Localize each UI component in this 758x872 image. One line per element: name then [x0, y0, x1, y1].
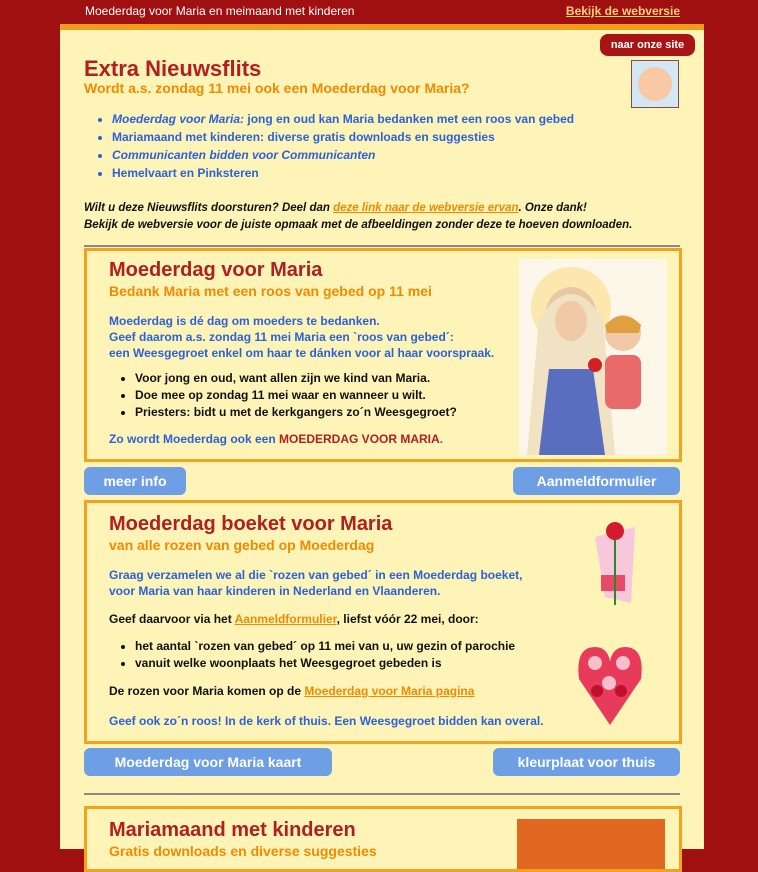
share-weblink[interactable]: deze link naar de webversie ervan: [333, 202, 519, 214]
section-give-text: Geef daarvoor via het Aanmeldformulier, liefst vóór 22 mei, door:: [109, 612, 479, 626]
kinderen-bidden-thumbnail[interactable]: [631, 60, 679, 108]
more-info-button[interactable]: meer info: [84, 467, 186, 495]
section-subtitle: Bedank Maria met een roos van gebed op 11 mei: [109, 283, 432, 299]
section-title: Mariamaand met kinderen: [109, 819, 356, 841]
moederdag-page-link[interactable]: Moederdag voor Maria pagina: [304, 684, 475, 698]
register-form-link[interactable]: Aanmeldformulier: [234, 612, 337, 626]
section-final-text: Geef ook zo´n roos! In de kerk of thuis. Een Weesgegroet bidden kan overal.: [109, 714, 544, 728]
divider: [84, 245, 680, 247]
moederdag-card-button[interactable]: Moederdag voor Maria kaart: [84, 748, 332, 776]
rose-card-illustration: [585, 517, 645, 609]
register-form-button[interactable]: Aanmeldformulier: [513, 467, 680, 495]
mary-face-image: [638, 67, 672, 101]
mariamaand-illustration: [517, 819, 665, 869]
section-mariamaand: [84, 806, 682, 872]
section-bullets: • Voor jong en oud, want allen zijn we kind van Maria. • Doe mee op zondag 11 mei waar en wanneer u wilt. • Priesters: bidt u met de kerkgangers zo´n Weesgegroet?: [121, 371, 457, 422]
section-moederdag: [84, 248, 682, 462]
section-bullets: • het aantal `rozen van gebed´ op 11 mei van u, uw gezin of parochie • vanuit welke woonplaats het Weesgegroet gebeden is: [121, 639, 515, 673]
section-subtitle: Gratis downloads en diverse suggesties: [109, 843, 377, 859]
newsletter-panel: [60, 30, 704, 859]
topic-link-communicanten[interactable]: • Communicanten bidden voor Communicanten: [112, 148, 574, 162]
section-closing: Zo wordt Moederdag ook een MOEDERDAG VOOR MARIA.: [109, 432, 444, 446]
topic-links: [98, 112, 574, 184]
topic-link-mariamaand[interactable]: • Mariamaand met kinderen: diverse gratis downloads en suggesties: [112, 130, 574, 144]
mary-and-child-illustration: [519, 259, 667, 455]
section-boeket: [84, 500, 682, 744]
top-bar: [0, 0, 758, 24]
section-subtitle: van alle rozen van gebed op Moederdag: [109, 537, 375, 553]
topic-link-moederdag[interactable]: • Moederdag voor Maria: jong en oud kan Maria bedanken met een roos van gebed: [112, 112, 574, 126]
newsletter-title: Moederdag voor Maria en meimaand met kinderen: [85, 4, 355, 18]
section-text: Moederdag is dé dag om moeders te bedanken. Geef daarom a.s. zondag 11 mei Maria een `roos van gebed´: een Weesgegroet enkel om haar te dánken voor al haar voorspraak.: [109, 314, 495, 360]
web-version-link[interactable]: Bekijk de webversie: [565, 4, 680, 18]
section-text: Graag verzamelen we al die `rozen van gebed´ in een Moederdag boeket, voor Maria van haar kinderen in Nederland en Vlaanderen.: [109, 568, 523, 598]
heart-bouquet-illustration: [575, 639, 645, 729]
page-title: Extra Nieuwsflits: [84, 56, 262, 81]
section-title: Moederdag boeket voor Maria: [109, 513, 393, 535]
topic-link-hemelvaart[interactable]: • Hemelvaart en Pinksteren: [112, 166, 574, 180]
page-subtitle: Wordt a.s. zondag 11 mei ook een Moederdag voor Maria?: [84, 80, 470, 96]
divider: [84, 793, 680, 795]
share-text: Wilt u deze Nieuwsflits doorsturen? Deel dan deze link naar de webversie ervan. Onze dank! Bekijk de webversie voor de juiste opmaak met de afbeeldingen zonder deze te hoeven downloaden.: [84, 202, 633, 231]
section-title: Moederdag voor Maria: [109, 259, 323, 281]
coloring-page-button[interactable]: kleurplaat voor thuis: [493, 748, 680, 776]
section-roses-text: De rozen voor Maria komen op de Moederdag voor Maria pagina: [109, 684, 475, 698]
site-button[interactable]: naar onze site: [600, 34, 695, 56]
